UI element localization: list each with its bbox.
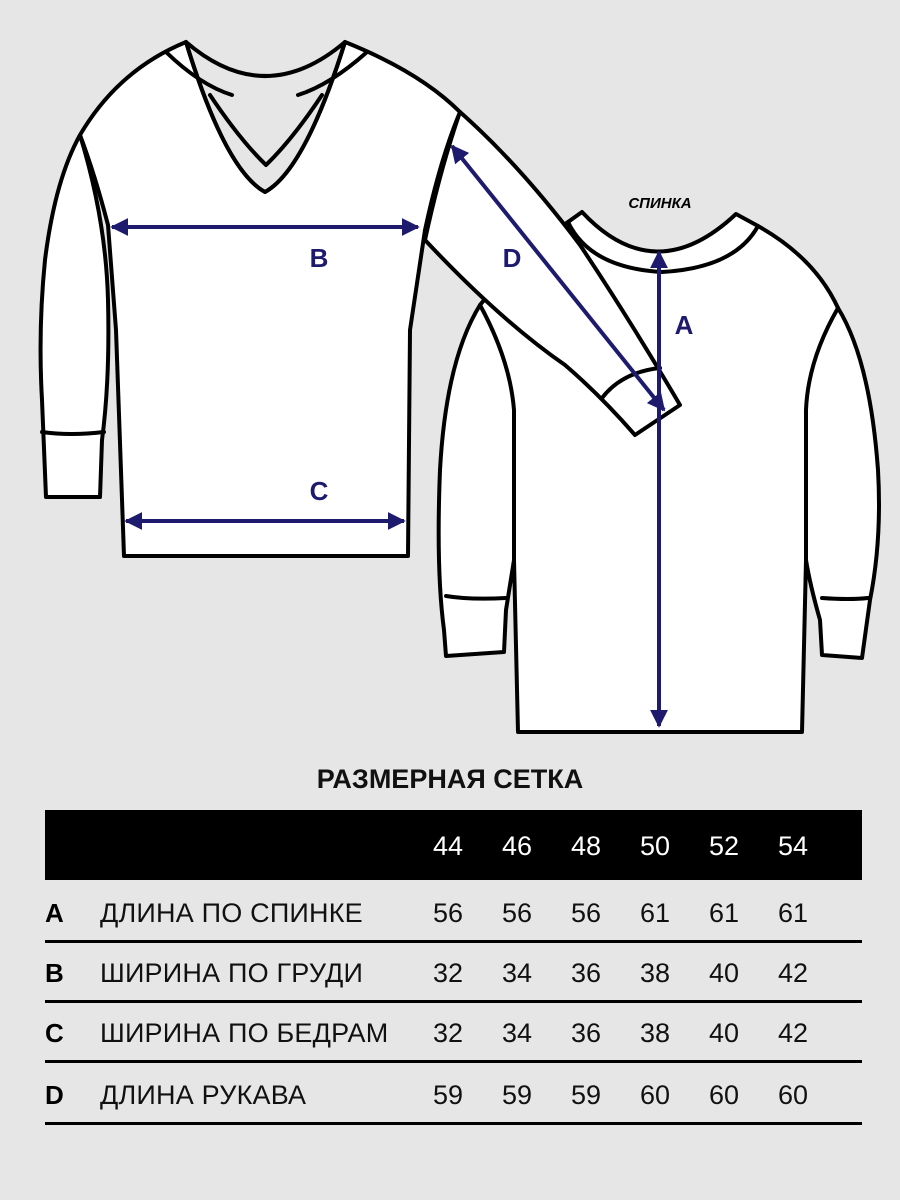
row-value: 60 [777, 1080, 809, 1110]
row-value: 40 [708, 1018, 740, 1048]
table-row [45, 1065, 862, 1125]
table-row [45, 883, 862, 943]
row-letter: D [45, 1080, 64, 1110]
row-value: 59 [501, 1080, 533, 1110]
row-name: ШИРИНА ПО БЕДРАМ [100, 1018, 389, 1048]
row-value: 36 [570, 958, 602, 988]
row-letter: A [45, 898, 64, 928]
label-d: D [502, 243, 522, 273]
table-row [45, 943, 862, 1003]
size-header-cell: 44 [432, 831, 464, 861]
row-name: ШИРИНА ПО ГРУДИ [100, 958, 364, 988]
size-header-cell: 46 [501, 831, 533, 861]
size-header-cell: 50 [639, 831, 671, 861]
row-value: 56 [501, 898, 533, 928]
row-divider [45, 1122, 862, 1125]
row-value: 34 [501, 1018, 533, 1048]
row-value: 59 [432, 1080, 464, 1110]
row-value: 42 [777, 958, 809, 988]
row-value: 34 [501, 958, 533, 988]
size-header-cell: 54 [777, 831, 809, 861]
front-left-cuff [42, 432, 104, 434]
size-header-cell: 52 [708, 831, 740, 861]
row-value: 60 [708, 1080, 740, 1110]
row-name: ДЛИНА РУКАВА [100, 1080, 307, 1110]
row-value: 38 [639, 1018, 671, 1048]
label-a: A [674, 310, 694, 340]
label-b: B [309, 243, 329, 273]
row-value: 32 [432, 958, 464, 988]
row-value: 40 [708, 958, 740, 988]
size-header-cell: 48 [570, 831, 602, 861]
row-value: 36 [570, 1018, 602, 1048]
row-value: 61 [639, 898, 671, 928]
table-row [45, 1003, 862, 1063]
row-value: 56 [432, 898, 464, 928]
row-value: 61 [708, 898, 740, 928]
row-value: 38 [639, 958, 671, 988]
front-body [80, 42, 460, 556]
row-name: ДЛИНА ПО СПИНКЕ [100, 898, 363, 928]
label-c: C [309, 476, 329, 506]
row-value: 32 [432, 1018, 464, 1048]
row-divider [45, 1060, 862, 1063]
size-chart-title: РАЗМЕРНАЯ СЕТКА [316, 764, 584, 794]
size-header-row [45, 810, 862, 880]
back-view-label: СПИНКА [628, 195, 692, 212]
row-value: 56 [570, 898, 602, 928]
row-value: 61 [777, 898, 809, 928]
row-value: 60 [639, 1080, 671, 1110]
row-value: 42 [777, 1018, 809, 1048]
front-collar-back [186, 42, 345, 76]
back-cuff-right [822, 598, 868, 599]
row-letter: B [45, 958, 64, 988]
row-letter: C [45, 1018, 64, 1048]
row-value: 59 [570, 1080, 602, 1110]
